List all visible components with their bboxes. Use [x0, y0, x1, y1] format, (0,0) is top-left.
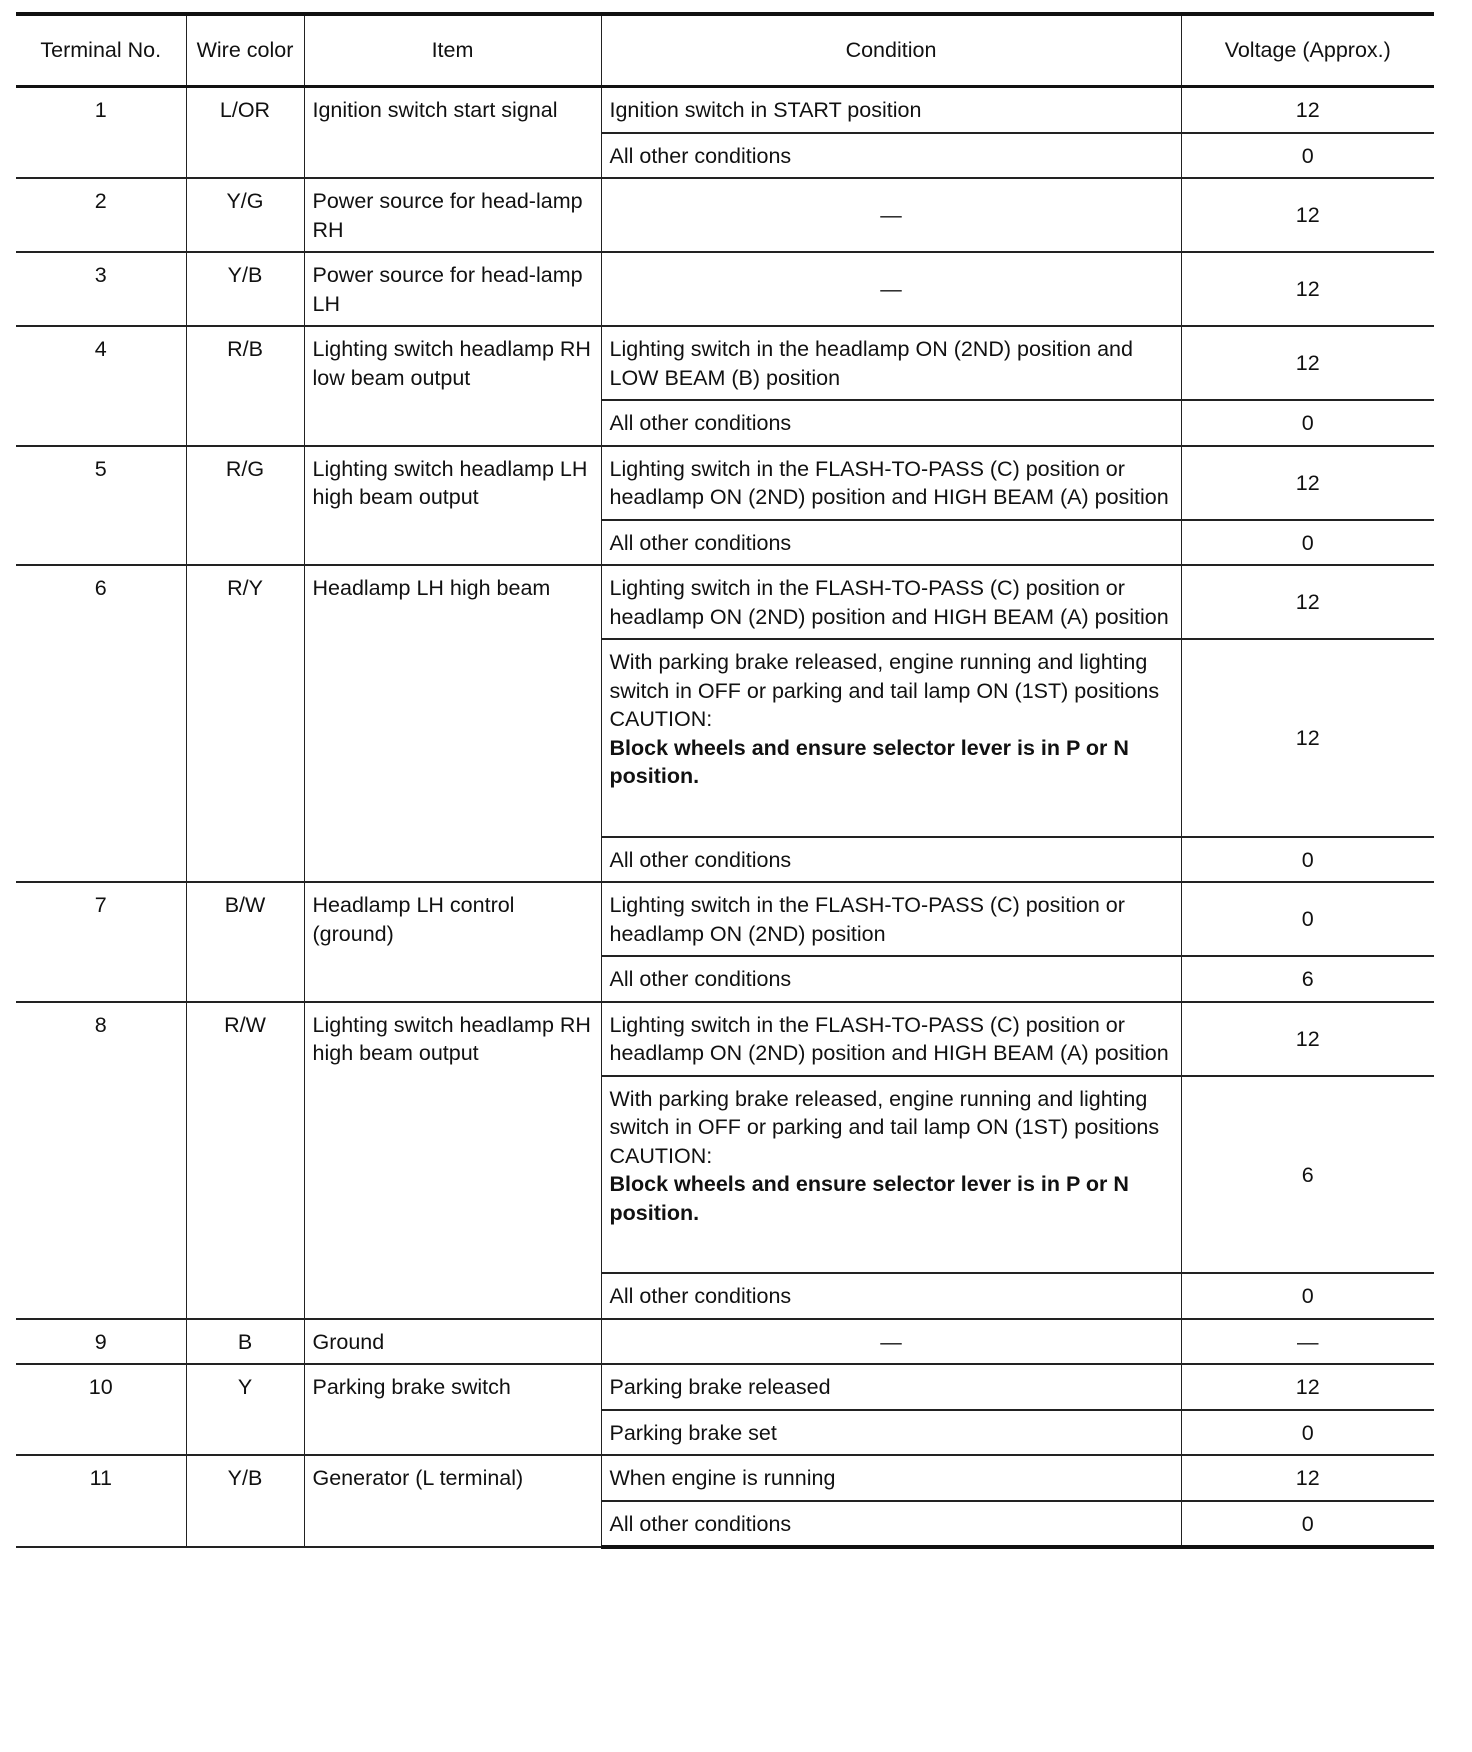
- cell-voltage: —: [1181, 1319, 1434, 1365]
- condition-text: With parking brake released, engine running and lighting switch in OFF or parking and tail lamp ON (1ST) positions: [609, 650, 1160, 703]
- cell-condition: —: [601, 178, 1181, 252]
- cell-item: Parking brake switch: [304, 1364, 601, 1455]
- cell-voltage: 12: [1181, 326, 1434, 400]
- cell-voltage: 12: [1181, 446, 1434, 520]
- cell-item: Headlamp LH high beam: [304, 565, 601, 882]
- cell-condition: [601, 639, 1181, 837]
- caution-label: CAUTION:: [609, 707, 713, 731]
- cell-condition: Ignition switch in START position: [601, 87, 1181, 133]
- caution-text: Block wheels and ensure selector lever is in P or N position.: [609, 1172, 1129, 1225]
- table-row: [16, 1319, 1434, 1365]
- cell-terminal-no: 5: [16, 446, 186, 566]
- cell-terminal-no: 9: [16, 1319, 186, 1365]
- cell-wire-color: R/Y: [186, 565, 304, 882]
- cell-condition: All other conditions: [601, 837, 1181, 883]
- cell-voltage: 0: [1181, 882, 1434, 956]
- table-header: [16, 14, 1434, 87]
- table-body: [16, 87, 1434, 1548]
- cell-voltage: 0: [1181, 520, 1434, 566]
- table-row: [16, 565, 1434, 639]
- cell-item: Lighting switch headlamp RH high beam output: [304, 1002, 601, 1319]
- cell-voltage: 6: [1181, 956, 1434, 1002]
- cell-item: Power source for head-lamp LH: [304, 252, 601, 326]
- cell-voltage: 12: [1181, 1364, 1434, 1410]
- cell-wire-color: B: [186, 1319, 304, 1365]
- cell-terminal-no: 4: [16, 326, 186, 446]
- header-terminal-no: Terminal No.: [16, 14, 186, 87]
- table-row: [16, 446, 1434, 520]
- table-row: [16, 178, 1434, 252]
- cell-voltage: 12: [1181, 639, 1434, 837]
- cell-condition: Lighting switch in the headlamp ON (2ND) position and LOW BEAM (B) position: [601, 326, 1181, 400]
- cell-condition: Lighting switch in the FLASH-TO-PASS (C) position or headlamp ON (2ND) position and HIGH BEAM (A) position: [601, 446, 1181, 520]
- cell-terminal-no: 1: [16, 87, 186, 179]
- cell-item: Ignition switch start signal: [304, 87, 601, 179]
- terminal-voltage-sheet: [16, 12, 1434, 1549]
- cell-terminal-no: 11: [16, 1455, 186, 1547]
- cell-wire-color: R/W: [186, 1002, 304, 1319]
- cell-voltage: 0: [1181, 133, 1434, 179]
- caution-label: CAUTION:: [609, 1143, 713, 1168]
- cell-condition: All other conditions: [601, 400, 1181, 446]
- cell-voltage: 0: [1181, 400, 1434, 446]
- cell-condition: [601, 1076, 1181, 1274]
- cell-voltage: 12: [1181, 178, 1434, 252]
- cell-terminal-no: 10: [16, 1364, 186, 1455]
- cell-condition: Lighting switch in the FLASH-TO-PASS (C) position or headlamp ON (2ND) position: [601, 882, 1181, 956]
- cell-wire-color: Y/B: [186, 252, 304, 326]
- cell-item: Ground: [304, 1319, 601, 1365]
- header-condition: Condition: [601, 14, 1181, 87]
- cell-item: Generator (L terminal): [304, 1455, 601, 1547]
- cell-item: Lighting switch headlamp RH low beam output: [304, 326, 601, 446]
- cell-condition: Parking brake released: [601, 1364, 1181, 1410]
- cell-item: Lighting switch headlamp LH high beam output: [304, 446, 601, 566]
- cell-terminal-no: 8: [16, 1002, 186, 1319]
- table-row: [16, 1364, 1434, 1410]
- cell-wire-color: Y/G: [186, 178, 304, 252]
- cell-item: Power source for head-lamp RH: [304, 178, 601, 252]
- header-wire-color: Wire color: [186, 14, 304, 87]
- cell-wire-color: L/OR: [186, 87, 304, 179]
- cell-terminal-no: 3: [16, 252, 186, 326]
- cell-condition: Lighting switch in the FLASH-TO-PASS (C) position or headlamp ON (2ND) position and HIGH BEAM (A) position: [601, 1002, 1181, 1076]
- cell-voltage: 0: [1181, 837, 1434, 883]
- condition-text: With parking brake released, engine running and lighting switch in OFF or parking and tail lamp ON (1ST) positions: [609, 1086, 1160, 1139]
- cell-voltage: 6: [1181, 1076, 1434, 1274]
- cell-condition: When engine is running: [601, 1455, 1181, 1501]
- cell-voltage: 12: [1181, 1002, 1434, 1076]
- cell-voltage: 0: [1181, 1410, 1434, 1456]
- cell-terminal-no: 6: [16, 565, 186, 882]
- table-row: [16, 882, 1434, 956]
- table-row: [16, 326, 1434, 400]
- cell-condition: All other conditions: [601, 1501, 1181, 1548]
- header-row: [16, 14, 1434, 87]
- cell-voltage: 12: [1181, 565, 1434, 639]
- cell-condition: All other conditions: [601, 1273, 1181, 1319]
- cell-terminal-no: 2: [16, 178, 186, 252]
- cell-wire-color: R/B: [186, 326, 304, 446]
- cell-wire-color: Y/B: [186, 1455, 304, 1547]
- table-row: [16, 1002, 1434, 1076]
- cell-voltage: 12: [1181, 87, 1434, 133]
- cell-condition: —: [601, 1319, 1181, 1365]
- cell-voltage: 12: [1181, 1455, 1434, 1501]
- cell-terminal-no: 7: [16, 882, 186, 1002]
- cell-condition: Parking brake set: [601, 1410, 1181, 1456]
- cell-condition: All other conditions: [601, 133, 1181, 179]
- cell-condition: —: [601, 252, 1181, 326]
- cell-item: Headlamp LH control (ground): [304, 882, 601, 1002]
- cell-condition: All other conditions: [601, 956, 1181, 1002]
- cell-voltage: 0: [1181, 1273, 1434, 1319]
- caution-text: Block wheels and ensure selector lever is in P or N position.: [609, 735, 1129, 788]
- cell-condition: All other conditions: [601, 520, 1181, 566]
- table-row: [16, 87, 1434, 133]
- cell-wire-color: B/W: [186, 882, 304, 1002]
- table-row: [16, 1455, 1434, 1501]
- terminal-voltage-table: [16, 12, 1434, 1549]
- header-item: Item: [304, 14, 601, 87]
- cell-voltage: 0: [1181, 1501, 1434, 1548]
- cell-condition: Lighting switch in the FLASH-TO-PASS (C) position or headlamp ON (2ND) position and HIGH BEAM (A) position: [601, 565, 1181, 639]
- header-voltage: Voltage (Approx.): [1181, 14, 1434, 87]
- table-row: [16, 252, 1434, 326]
- cell-wire-color: Y: [186, 1364, 304, 1455]
- cell-wire-color: R/G: [186, 446, 304, 566]
- cell-voltage: 12: [1181, 252, 1434, 326]
